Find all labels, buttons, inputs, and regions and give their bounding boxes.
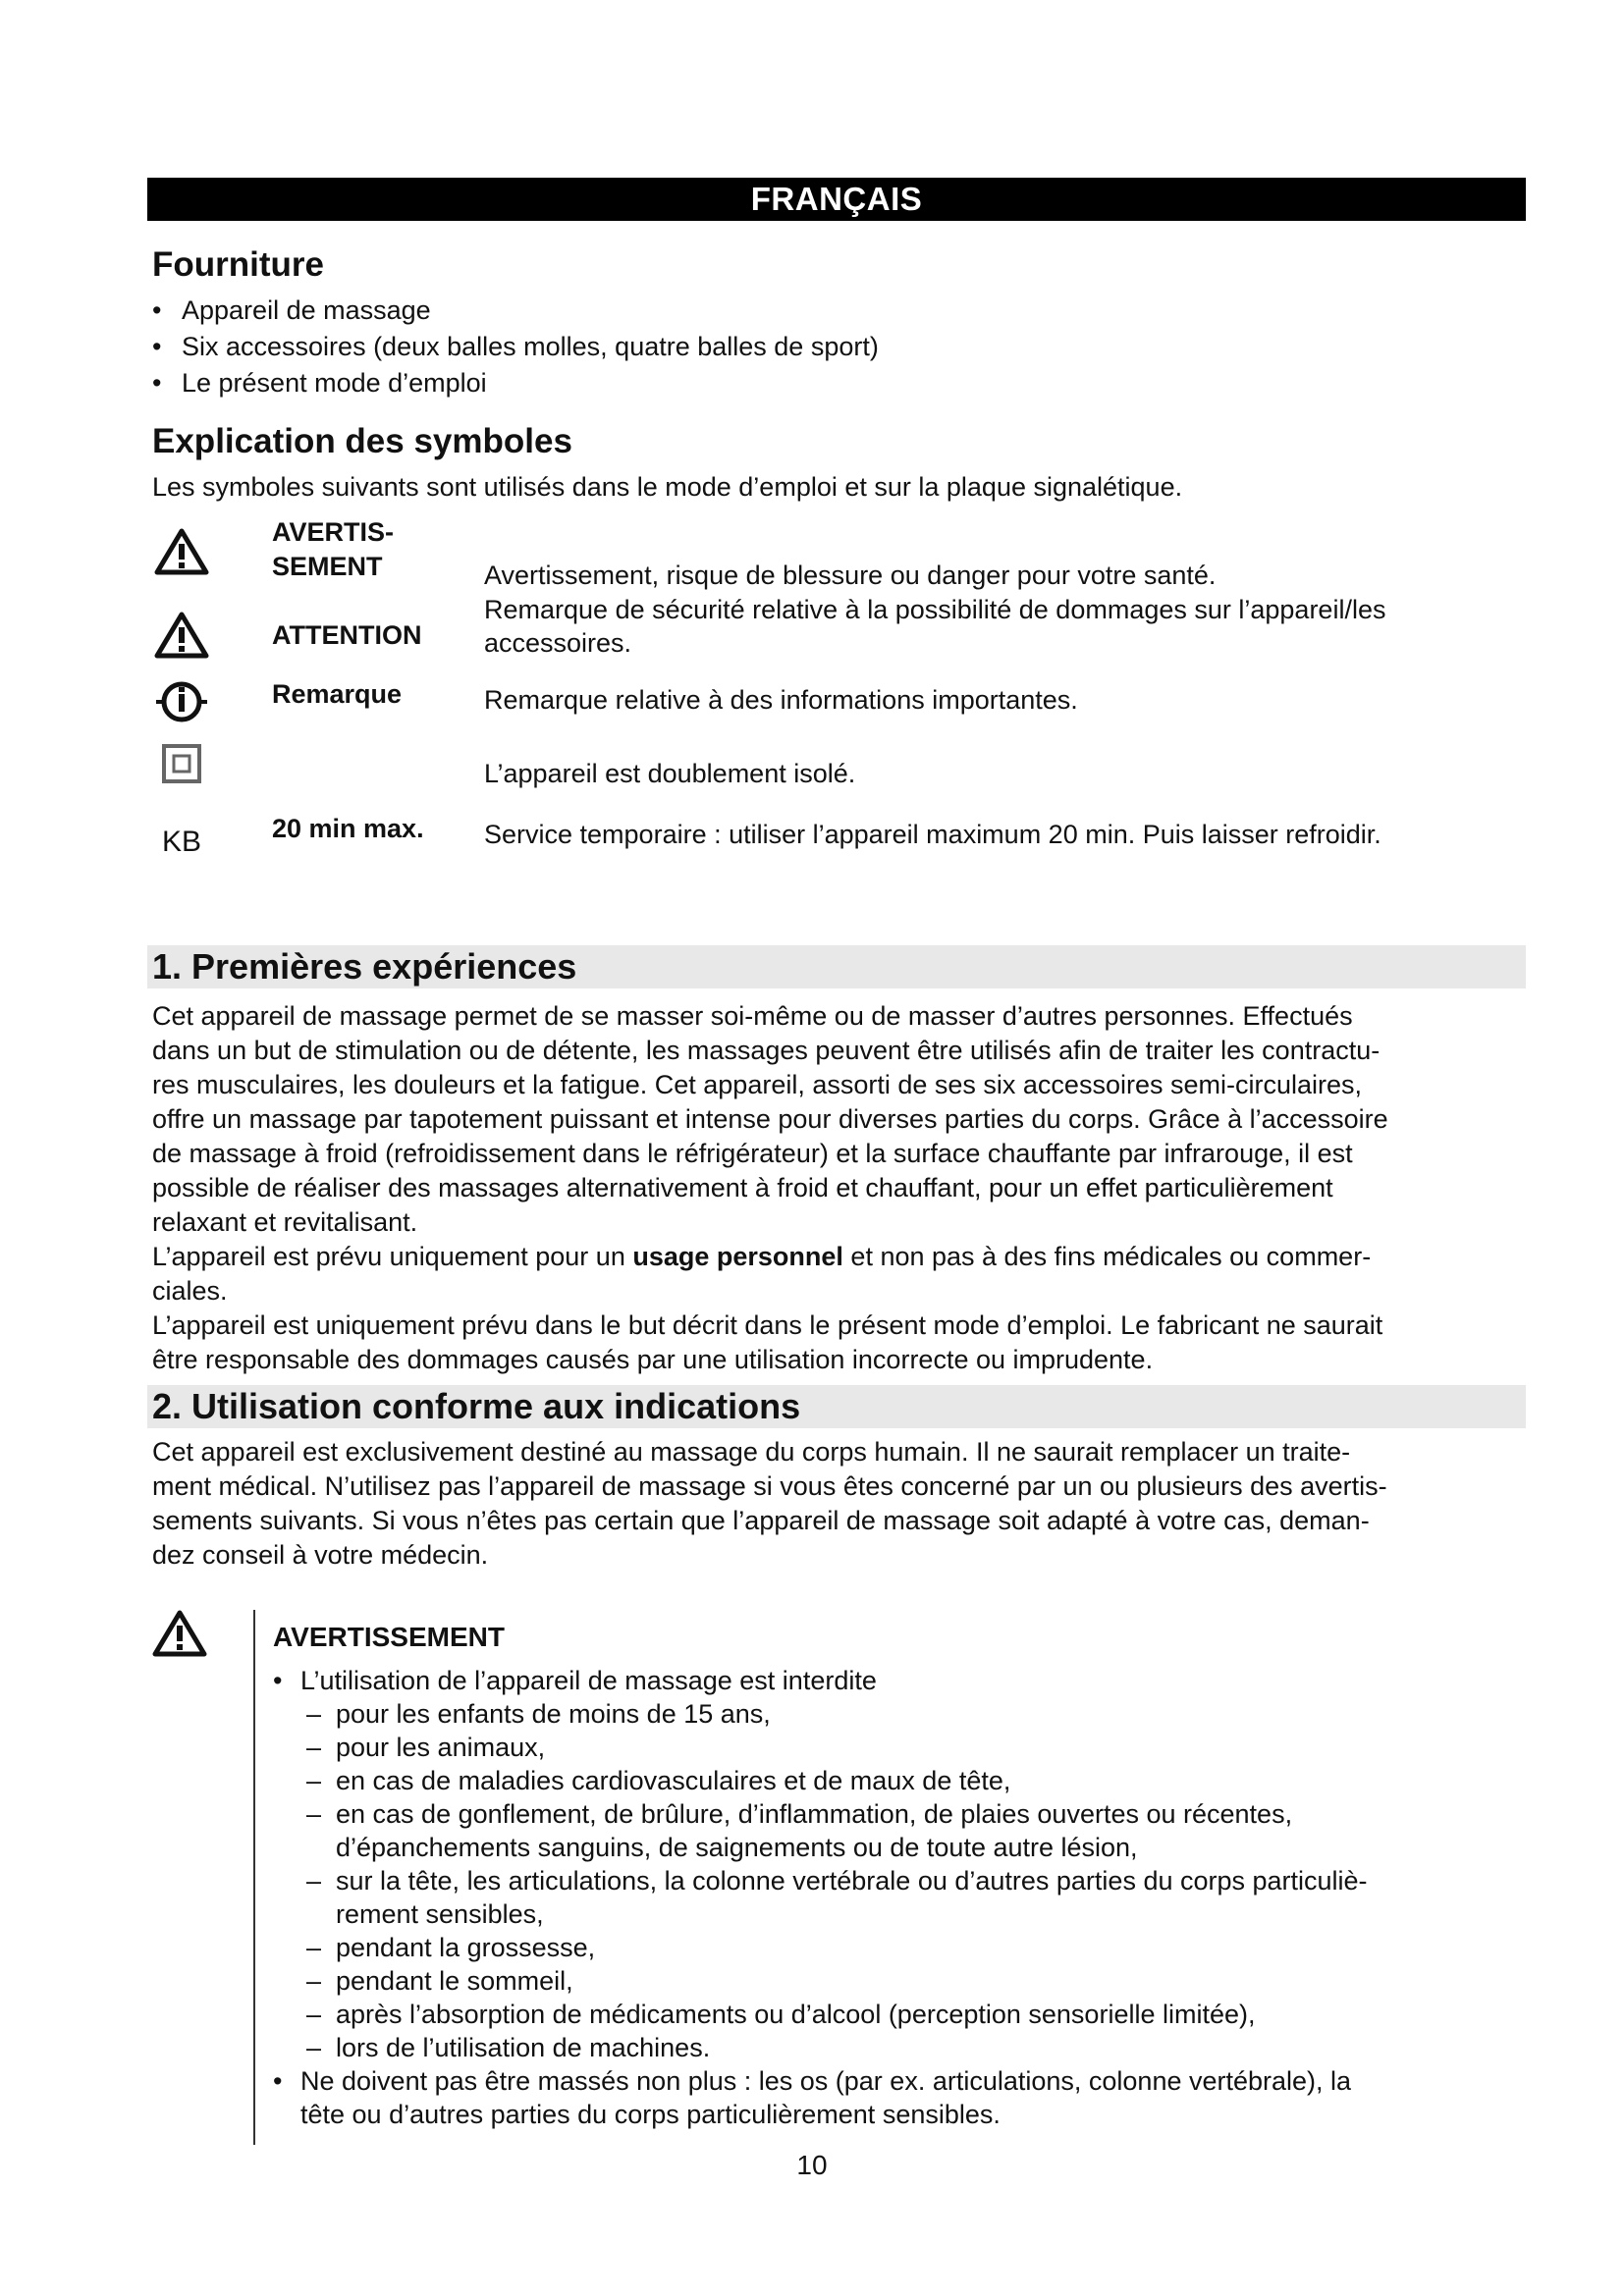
symbol-row-avertissement — [147, 516, 1532, 590]
symbol-label: 20 min max. — [272, 814, 424, 843]
sub-list-item: – pour les enfants de moins de 15 ans, — [300, 1697, 1532, 1731]
list-item — [265, 1664, 1532, 2064]
symbol-description-line1: Remarque de sécurité relative à la possibilité de dommages sur l’appareil/les — [484, 595, 1386, 624]
fourniture-list — [147, 293, 879, 401]
sub-list-item: – lors de l’utilisation de machines. — [300, 2031, 1532, 2064]
sub-list-item: – pendant la grossesse, — [300, 1931, 1532, 1964]
paragraph-line: sements suivants. Si vous n’êtes pas certain que l’appareil de massage soit adapté à votre cas, deman- — [152, 1506, 1370, 1535]
list-item: • Appareil de massage — [147, 293, 879, 329]
paragraph-line: res musculaires, les douleurs et la fatigue. Cet appareil, assorti de ses six accessoires semi-circulaires, — [152, 1070, 1362, 1099]
paragraph-line: Cet appareil est exclusivement destiné au massage du corps humain. Il ne saurait remplacer un traite- — [152, 1437, 1351, 1467]
list-item-text: L’utilisation de l’appareil de massage est interdite — [300, 1666, 877, 1695]
paragraph-line: être responsable des dommages causés par une utilisation incorrecte ou imprudente. — [152, 1345, 1154, 1374]
section-1-heading: 1. Premières expériences — [147, 945, 1526, 988]
warning-triangle-icon — [147, 606, 216, 665]
paragraph-line: possible de réaliser des massages alternativement à froid et chauffant, pour un effet particulièrement — [152, 1173, 1333, 1202]
paragraph-line: Cet appareil de massage permet de se masser soi-même ou de masser d’autres personnes. Effectués — [152, 1001, 1353, 1031]
kb-mark: KB — [161, 826, 202, 858]
sub-list-line: rement sensibles, — [336, 1899, 544, 1929]
sub-list-line: sur la tête, les articulations, la colonne vertébrale ou d’autres parties du corps particuliè- — [336, 1866, 1368, 1896]
symbol-description: Remarque relative à des informations importantes. — [484, 685, 1078, 715]
list-item — [265, 2064, 1532, 2131]
section-2-heading: 2. Utilisation conforme aux indications — [147, 1385, 1526, 1428]
info-icon — [147, 672, 216, 731]
paragraph-line: offre un massage par tapotement puissant et intense pour diverses parties du corps. Grâce à l’accessoire — [152, 1104, 1388, 1134]
sub-list-item: – pendant le sommeil, — [300, 1964, 1532, 1998]
sub-list-line: en cas de gonflement, de brûlure, d’inflammation, de plaies ouvertes ou récentes, — [336, 1799, 1293, 1829]
warning-divider — [253, 1610, 255, 2145]
list-item: • Six accessoires (deux balles molles, quatre balles de sport) — [147, 329, 879, 365]
sub-list-item: – pour les animaux, — [300, 1731, 1532, 1764]
emphasis-text: usage personnel — [632, 1242, 843, 1271]
paragraph-text: et non pas à des fins médicales ou commer- — [842, 1242, 1372, 1271]
symbol-description: Avertissement, risque de blessure ou danger pour votre santé. — [484, 561, 1217, 590]
symbols-heading: Explication des symboles — [152, 422, 572, 460]
symbol-row-remarque — [147, 672, 1532, 731]
paragraph-line: ciales. — [152, 1276, 228, 1306]
sub-list-item — [300, 1864, 1532, 1931]
warning-triangle-icon — [152, 1610, 207, 1662]
sub-list-item: – après l’absorption de médicaments ou d’alcool (perception sensorielle limitée), — [300, 1998, 1532, 2031]
paragraph-text: L’appareil est prévu uniquement pour un — [152, 1242, 633, 1271]
paragraph-line: dez conseil à votre médecin. — [152, 1540, 489, 1570]
double-insulation-icon — [147, 734, 216, 793]
fourniture-heading: Fourniture — [152, 245, 324, 284]
symbol-label: Remarque — [272, 679, 403, 709]
warning-sub-list — [300, 1697, 1532, 2064]
section-2-body — [152, 1435, 1527, 1573]
symbol-row-attention — [147, 594, 1532, 658]
symbol-row-kb — [147, 813, 1532, 872]
symbol-description: L’appareil est doublement isolé. — [484, 759, 856, 788]
paragraph-line: dans un but de stimulation ou de détente, les massages peuvent être utilisés afin de traiter les contractu- — [152, 1036, 1380, 1065]
sub-list-item — [300, 1797, 1532, 1864]
symbols-intro: Les symboles suivants sont utilisés dans le mode d’emploi et sur la plaque signalétique. — [152, 472, 1183, 502]
language-header-bar: FRANÇAIS — [147, 178, 1526, 221]
paragraph-line: de massage à froid (refroidissement dans le réfrigérateur) et la surface chauffante par infrarouge, il est — [152, 1139, 1353, 1168]
warning-list — [265, 1664, 1532, 2131]
warning-title: AVERTISSEMENT — [273, 1622, 505, 1652]
paragraph-line: L’appareil est uniquement prévu dans le but décrit dans le présent mode d’emploi. Le fabricant ne saurait — [152, 1310, 1383, 1340]
sub-list-item: – en cas de maladies cardiovasculaires et de maux de tête, — [300, 1764, 1532, 1797]
symbol-description: Service temporaire : utiliser l’appareil maximum 20 min. Puis laisser refroidir. — [484, 820, 1381, 849]
symbol-description-line2: accessoires. — [484, 628, 632, 658]
symbol-label: ATTENTION — [272, 620, 422, 650]
section-1-body — [152, 999, 1527, 1377]
symbol-label-line1: AVERTIS- — [272, 517, 395, 547]
paragraph-line: relaxant et revitalisant. — [152, 1207, 418, 1237]
paragraph-line — [152, 1240, 1527, 1274]
symbol-row-double-insulation — [147, 734, 1532, 793]
symbol-label-line2: SEMENT — [272, 552, 383, 581]
page-number: 10 — [796, 2150, 828, 2180]
sub-list-line: d’épanchements sanguins, de saignements ou de toute autre lésion, — [336, 1833, 1138, 1862]
list-item: • Le présent mode d’emploi — [147, 365, 879, 401]
list-item-line: Ne doivent pas être massés non plus : les os (par ex. articulations, colonne vertébrale), la — [300, 2066, 1352, 2096]
paragraph-line: ment médical. N’utilisez pas l’appareil de massage si vous êtes concerné par un ou plusieurs des avertis- — [152, 1471, 1387, 1501]
warning-triangle-icon — [147, 522, 216, 581]
list-item-line: tête ou d’autres parties du corps particulièrement sensibles. — [300, 2100, 1001, 2129]
